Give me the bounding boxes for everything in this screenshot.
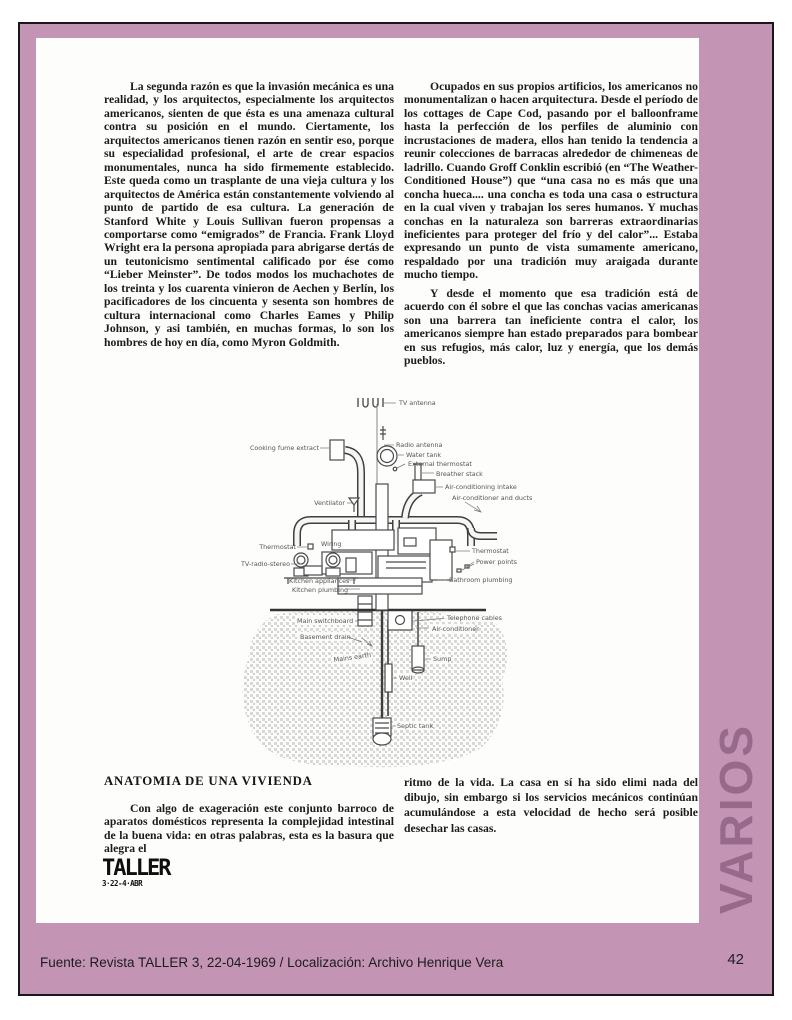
external-thermostat-dot: [393, 467, 397, 471]
section-left-column: [104, 802, 394, 856]
well-casing: [385, 664, 392, 692]
page-number: 42: [727, 951, 744, 968]
paragraph: Ocupados en sus propios artificios, los americanos no monumentalizan o hacen arquitectura. Desde el período de los cottages de Cape Cod, pasando por el balloonframe hasta la perfección de los perfiles de aluminio con incrustaciones de madera, ellos han tenido la tendencia a reunir colecciones de barracas alrededor de chimeneas de ladrillo. Cuando Groff Conklin escribió (en “The Weather-Conditioned House”) que “una casa no es más que una concha hueca.... una concha es toda una casa o estructura en la cual viven y trabajan los seres humanos. Y muchas conchas en la naturaleza son barreras extraordinarias ineficientes para proteger del frío y del calor”... Estaba expresando un punto de vista sumamente americano, respaldado por una tradición muy araigada durante mucho tiempo.: [404, 80, 698, 282]
paragraph: Y desde el momento que esa tradición está de acuerdo con él sobre el que las conchas vacias americanas son una barrera tan ineficiente contra el calor, los americanos siempre han estado preparados para bombear en sus refugios, más calor, luz y energía, que los demás pueblos.: [404, 286, 698, 368]
diagram-label-ac-intake: Air-conditioning intake: [445, 483, 517, 491]
diagram-label-basement-drain: Basement drain: [300, 633, 351, 641]
anatomy-diagram: [100, 388, 550, 768]
diagram-label-thermostat-left: Thermostat: [259, 543, 296, 551]
tv-radio-stereo-box: [304, 566, 322, 575]
ground-halftone-mound: [243, 610, 508, 767]
diagram-label-tv-antenna: TV antenna: [399, 399, 436, 407]
diagram-label-air-conditioner: Air-conditioner: [432, 625, 479, 633]
taller-logo: [102, 858, 169, 888]
diagram-label-telephone-cables: Telephone cables: [447, 614, 503, 622]
diagram-label-cooking-fume-extract: Cooking fume extract: [249, 444, 319, 452]
right-text-column: [404, 80, 698, 368]
septic-tank-bottom: [373, 733, 391, 745]
paragraph: Con algo de exageración este conjunto barroco de aparatos domésticos representa la complejidad intestinal de la buena vida: en otras palabras, esta es la basura que alegra el: [104, 802, 394, 856]
diagram-label-water-tank: Water tank: [406, 451, 442, 459]
diagram-label-radio-antenna: Radio antenna: [396, 441, 443, 449]
ac-intake-box: [413, 480, 435, 493]
diagram-label-thermostat-right: Thermostat: [472, 547, 509, 555]
diagram-label-ventilator: Ventilator: [314, 499, 345, 507]
diagram-label-ac-ducts: Air-conditioner and ducts: [452, 494, 533, 502]
archive-frame: [18, 22, 774, 996]
diagram-label-well: Well: [399, 674, 413, 682]
diagram-label-power-points: Power points: [476, 558, 517, 566]
diagram-label-breather-stack: Breather stack: [436, 470, 483, 478]
diagram-label-tv-radio-stereo: TV-radio-stereo: [240, 560, 290, 568]
underground-ac-unit: [388, 610, 412, 630]
diagram-label-kitchen-plumbing: Kitchen plumbing: [292, 586, 349, 594]
paragraph: La segunda razón es que la invasión mecánica es una realidad, y los arquitectos, especialmente los arquitectos americanos, sienten de que ésta es una amenaza cultural contra su posición en el mundo. Ciertamente, los arquitectos americanos tienen razón en sentir eso, porque su especialidad profesional, el arte de crear espacios monumentales, nunca ha sido firmemente establecido. Este queda como un trasplante de una vieja cultura y los arquitectos de América están constantemente volviendo al punto de partido de esa cultura. La generación de Stanford White y Louis Sullivan fueron propensas a comportarse como “emigrados” de Francia. Frank Lloyd Wright era la persona apropiada para abrigarse dertás de un teutonicismo sentimental calificado por ése como “Lieber Meinster”. De todos modos los muchachotes de los treinta y los cuarenta vinieron de Aechen y Berlín, los pacificadores de los cincuenta y sesenta son hombres de cultura internacional como Charles Eames y Philip Johnson, y asi también, en muchas formas, lo son los hombres de hoy en día, como Myron Goldmith.: [104, 80, 394, 349]
diagram-label-kitchen-appliances: Kitchen appliances: [289, 577, 350, 585]
diagram-label-mains-earth: Mains earth: [333, 650, 372, 664]
appliance-drum: [326, 553, 340, 567]
diagram-label-wiring: Wiring: [321, 540, 342, 548]
diagram-label-septic-tank: Septic tank: [397, 722, 434, 730]
taller-logo-title: TALLER: [102, 856, 170, 881]
tv-aerial-symbol: [358, 398, 383, 407]
footer-source-line: Fuente: Revista TALLER 3, 22-04-1969 / Localización: Archivo Henrique Vera: [40, 955, 504, 970]
section-tab-varios: VARIOS: [710, 723, 762, 914]
taller-logo-subtitle: 3·22-4·ABR: [102, 879, 143, 888]
thermostat-left-dot: [308, 544, 313, 549]
power-point-dot: [457, 569, 461, 572]
radio-antenna-rod: [380, 426, 386, 440]
diagram-label-external-thermostat: External thermostat: [408, 460, 472, 468]
diagram-label-main-switchboard: Main switchboard: [297, 617, 354, 625]
section-right-column: [404, 775, 698, 836]
section-heading: ANATOMIA DE UNA VIVIENDA: [104, 774, 313, 788]
scanned-magazine-page: [36, 38, 699, 923]
thermostat-right-dot: [450, 547, 455, 552]
left-text-column: [104, 80, 394, 349]
diagram-label-sump: Sump: [433, 655, 452, 663]
paragraph: ritmo de la vida. La casa en sí ha sido elimi nada del dibujo, sin embargo si los servicios mecánicos continúan acumulándose a esta velocidad de hecho será posible desechar las casas.: [404, 776, 698, 835]
cooking-extract-box: [330, 440, 344, 460]
appliance-drum: [294, 553, 308, 567]
diagram-label-bathroom-plumbing: Bathroom plumbing: [449, 576, 513, 584]
